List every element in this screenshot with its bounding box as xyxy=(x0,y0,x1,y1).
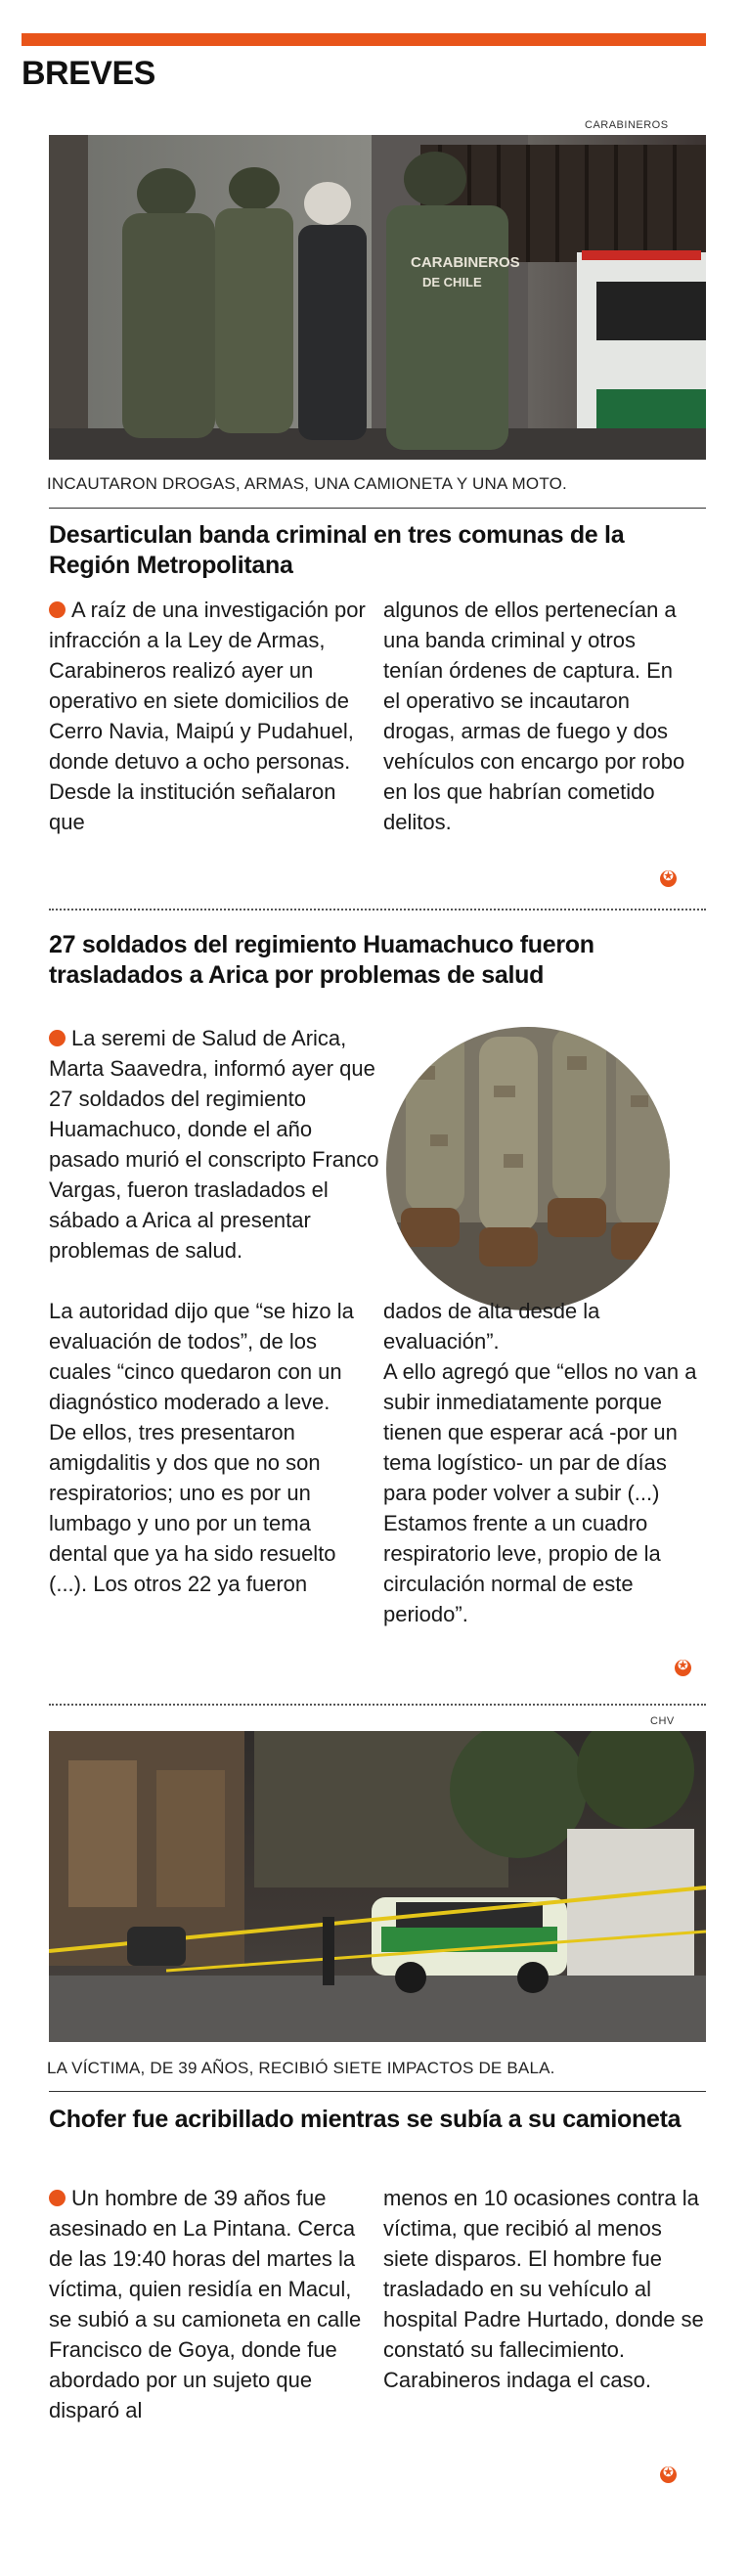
photo-caption: INCAUTARON DROGAS, ARMAS, UNA CAMIONETA Y UNA MOTO. xyxy=(47,474,567,493)
headline: Chofer fue acribillado mientras se subía a su camioneta xyxy=(49,2106,682,2133)
svg-text:CARABINEROS: CARABINEROS xyxy=(411,254,520,271)
end-icon xyxy=(660,2466,677,2483)
article-column-1: A raíz de una investigación por infracción a la Ley de Armas, Carabineros realizó ayer un operativo en siete domicilios de Cerro Navia, Maipú y Pudahuel, donde detuvo a ocho personas. Desde la institución señalaron que xyxy=(49,598,366,834)
article-intro: La seremi de Salud de Arica, Marta Saavedra, informó ayer que 27 soldados del regimiento Huamachuco, donde el año pasado murió el conscripto Franco Vargas, fueron trasladados el sábado a Arica al presentar problemas de salud. xyxy=(49,1026,379,1263)
divider xyxy=(49,2091,706,2092)
photo-credit: CARABINEROS xyxy=(585,119,669,131)
headline: 27 soldados del regimiento Huamachuco fueron trasladados a Arica por problemas de salud xyxy=(49,931,594,989)
bullet-dot xyxy=(49,1030,66,1046)
police-operation-photo xyxy=(49,135,706,460)
article-column-1: La autoridad dijo que “se hizo la evaluación de todos”, de los cuales “cinco quedaron con un diagnóstico moderado a leve. De ellos, tres presentaron amigdalitis y dos que no son respiratorios; uno es por un lumbago y uno por un tema dental que ya ha sido resuelto (...). Los otros 22 ya fueron xyxy=(49,1299,354,1596)
end-icon xyxy=(660,870,677,887)
article-column-1: Un hombre de 39 años fue asesinado en La Pintana. Cerca de las 19:40 horas del martes la víctima, quien residía en Macul, se subió a su camioneta en calle Francisco de Goya, donde fue abordado por un sujeto que disparó al xyxy=(49,2186,362,2422)
dotted-separator xyxy=(49,909,706,910)
end-icon xyxy=(675,1660,691,1676)
article-column-2: dados de alta desde la evaluación”. A ello agregó que “ellos no van a subir inmediatamente porque tienen que esperar acá -por un tema logístico- un par de días para poder volver a subir (...) Estamos frente a un cuadro respiratorio leve, propio de la circulación normal de este periodo”. xyxy=(383,1299,697,1626)
dotted-separator xyxy=(49,1704,706,1706)
divider xyxy=(49,508,706,509)
svg-text:DE CHILE: DE CHILE xyxy=(422,275,482,289)
section-title: BREVES xyxy=(22,55,155,92)
photo-credit: CHV xyxy=(650,1715,675,1727)
article-column-2: menos en 10 ocasiones contra la víctima, que recibió al menos siete disparos. El hombre fue trasladado en su vehículo al hospital Padre Hurtado, donde se constató su fallecimiento. Carabineros indaga el caso. xyxy=(383,2186,704,2392)
soldiers-marching-photo xyxy=(386,1027,670,1310)
article-column-2: algunos de ellos pertenecían a una banda criminal y otros tenían órdenes de captura. En el operativo se incautaron drogas, armas de fuego y dos vehículos con encargo por robo en los que habrían cometido delitos. xyxy=(383,598,685,834)
section-accent-bar xyxy=(22,33,706,46)
photo-caption: LA VÍCTIMA, DE 39 AÑOS, RECIBIÓ SIETE IMPACTOS DE BALA. xyxy=(47,2059,555,2077)
bullet-dot xyxy=(49,2190,66,2206)
bullet-dot xyxy=(49,601,66,618)
headline: Desarticulan banda criminal en tres comunas de la Región Metropolitana xyxy=(49,521,625,579)
crime-scene-photo xyxy=(49,1731,706,2042)
